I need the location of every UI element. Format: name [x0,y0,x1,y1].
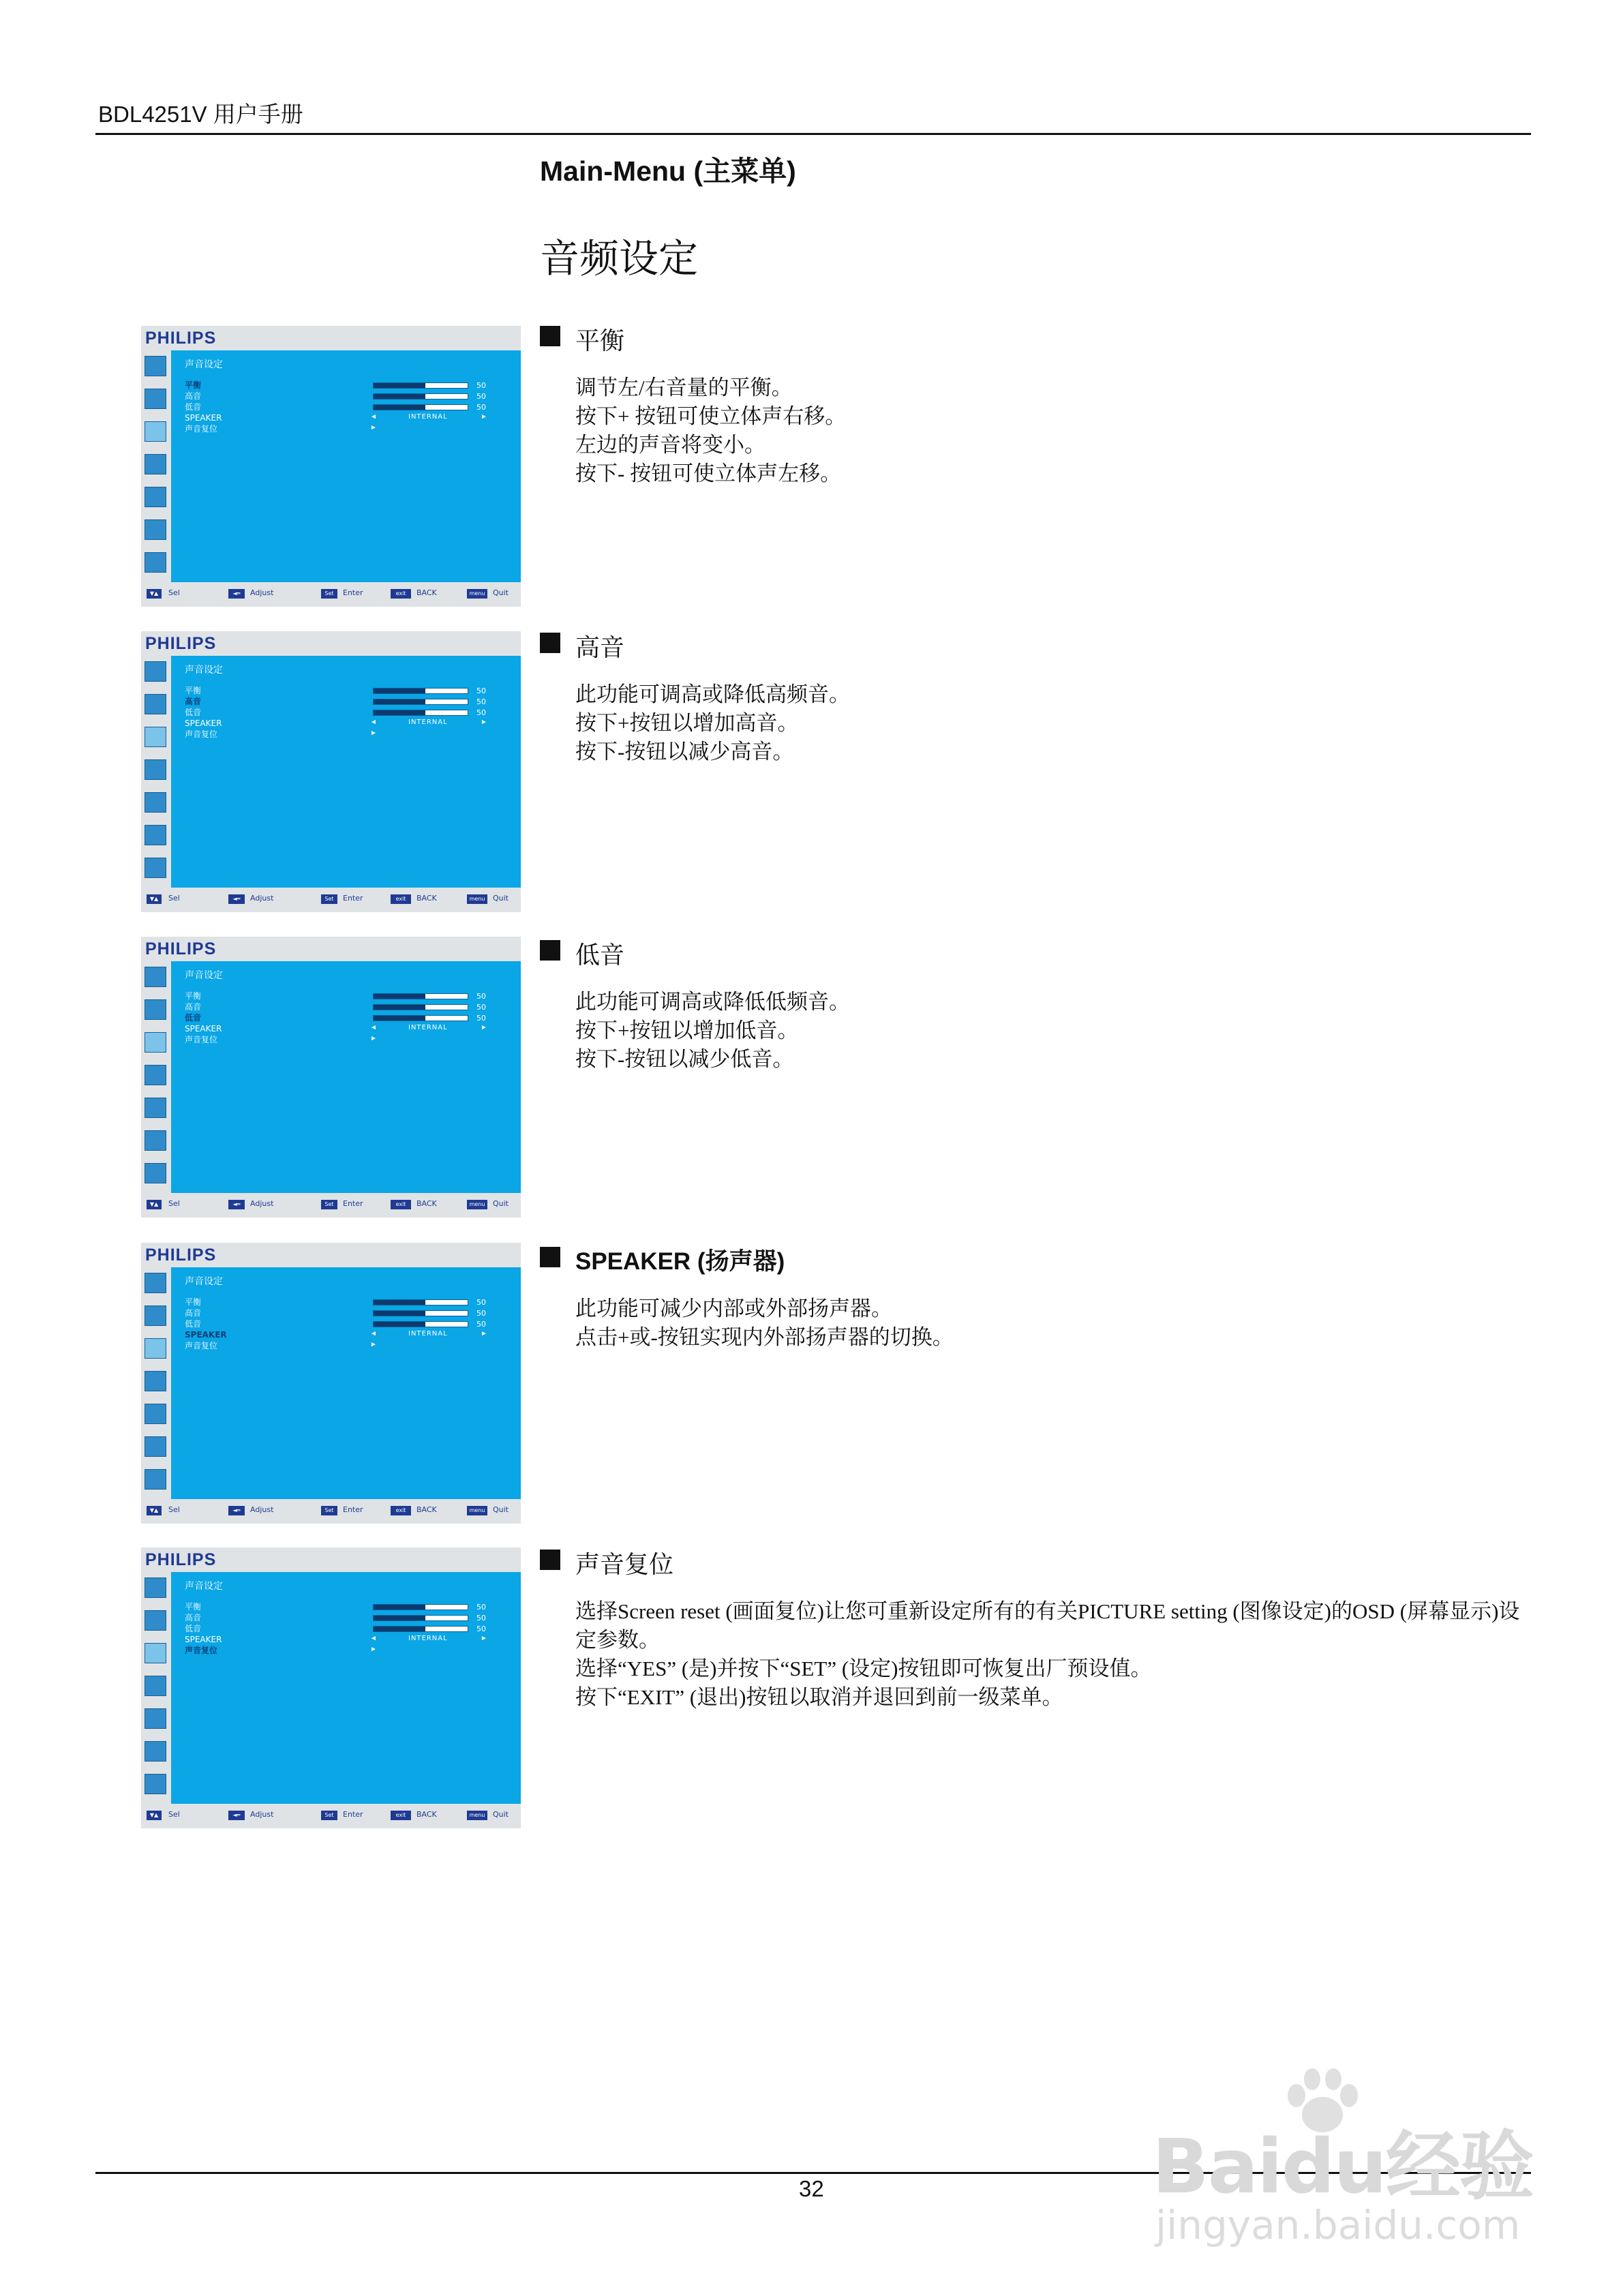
osd-footer [141,1193,521,1218]
osd-footer-enter: Enter [343,894,363,903]
osd-footer-sel: Sel [168,1810,180,1819]
osd-speaker-value: INTERNAL [408,719,448,726]
osd-level-fill [374,699,425,704]
osd-side-icons [141,350,171,582]
osd-menu-icon[interactable] [145,1741,166,1762]
arrow-left-icon[interactable]: ◄ [370,1330,377,1338]
osd-footer-enter: Enter [343,1199,363,1208]
osd-footer-back: BACK [416,894,437,903]
osd-menu-icon[interactable] [145,858,166,878]
osd-menu-item[interactable]: 声音复位 [185,1035,218,1044]
description-line: 按下-按钮以减少高音。 [575,740,794,764]
description-line: 此功能可调高或降低低频音。 [575,990,850,1014]
osd-menu-item[interactable]: SPEAKER [185,413,222,423]
osd-speaker-value: INTERNAL [408,413,448,421]
osd-level-fill [374,383,425,388]
arrow-right-icon[interactable]: ► [370,1035,377,1042]
osd-level-fill [374,994,425,999]
osd-level-fill [374,1322,425,1327]
osd-menu-icon[interactable] [145,1643,166,1663]
osd-footer-sel: Sel [168,894,180,903]
section-heading: 高音 [575,634,625,661]
osd-footer-back: BACK [416,1505,437,1514]
osd-menu-icon[interactable] [145,1163,166,1183]
osd-menu-item[interactable]: 平衡 [185,1602,202,1612]
section-title: 音频设定 [540,237,699,281]
arrow-left-icon[interactable]: ◄ [370,1024,377,1031]
osd-menu-icon[interactable] [145,825,166,845]
arrow-left-icon[interactable]: ◄ [370,719,377,726]
osd-panel [141,1547,521,1828]
osd-panel-title: 声音设定 [185,359,223,370]
osd-top-bar [141,1243,521,1267]
description-line: 按下+按钮以增加低音。 [575,1018,799,1042]
osd-footer [141,1499,521,1524]
osd-footer-adjust: Adjust [250,588,274,597]
osd-menu-item[interactable]: 高音 [185,697,202,706]
page-number: 32 [799,2176,824,2201]
osd-top-bar [141,326,521,350]
enter-key-icon: Set [321,589,337,599]
osd-menu-icon[interactable] [145,552,166,573]
osd-level-bar[interactable] [373,1626,468,1632]
bullet-square-icon [540,1247,560,1267]
osd-level-value: 50 [476,403,486,412]
osd-level-value: 50 [476,686,486,695]
osd-level-fill [374,1627,425,1631]
osd-panel [141,937,521,1218]
header-title: BDL4251V 用户手册 [98,102,303,127]
osd-footer-enter: Enter [343,588,363,597]
osd-footer-adjust: Adjust [250,1199,274,1208]
osd-level-bar[interactable] [373,688,468,694]
osd-menu-item[interactable]: 低音 [185,1624,202,1633]
osd-menu-icon[interactable] [145,1305,166,1326]
sel-key-icon: ▼▲ [147,894,162,904]
arrow-left-icon[interactable]: ◄ [370,413,377,421]
quit-key-icon: menu [467,1506,487,1515]
osd-panel [141,326,521,607]
osd-menu-item[interactable]: 声音复位 [185,424,218,434]
osd-menu-icon[interactable] [145,759,166,780]
osd-top-bar [141,1547,521,1572]
osd-level-bar[interactable] [373,699,468,705]
osd-menu-item[interactable]: 高音 [185,1002,202,1012]
osd-level-fill [374,1605,425,1610]
philips-logo: PHILIPS [145,329,217,348]
arrow-right-icon[interactable]: ► [370,729,377,737]
osd-menu-item[interactable]: 高音 [185,1613,202,1622]
osd-footer-enter: Enter [343,1810,363,1819]
osd-menu-icon[interactable] [145,1676,166,1696]
section-heading: 低音 [575,941,625,969]
philips-logo: PHILIPS [145,939,217,958]
back-key-icon: exit [391,1200,411,1209]
osd-level-value: 50 [476,1603,486,1612]
osd-top-bar [141,937,521,961]
osd-level-value: 50 [476,1320,486,1329]
osd-level-bar[interactable] [373,710,468,716]
section-heading: 平衡 [575,327,625,354]
arrow-left-icon[interactable]: ◄ [370,1635,377,1642]
osd-menu-item[interactable]: 平衡 [185,686,202,695]
arrow-right-icon[interactable]: ► [481,413,487,421]
description-line: 按下“EXIT” (退出)按钮以取消并退回到前一级菜单。 [575,1685,1063,1709]
osd-menu-icon[interactable] [145,1273,166,1293]
osd-menu-icon[interactable] [145,727,166,747]
osd-level-bar[interactable] [373,1015,468,1021]
osd-menu-item[interactable]: 低音 [185,1319,202,1329]
osd-menu-item[interactable]: 高音 [185,1308,202,1318]
osd-footer-quit: Quit [493,1810,509,1819]
bullet-square-icon [540,940,560,961]
arrow-right-icon[interactable]: ► [481,719,487,726]
osd-menu-icon[interactable] [145,487,166,507]
osd-menu-icon[interactable] [145,1371,166,1391]
osd-panel-title: 声音设定 [185,1581,223,1592]
osd-panel-title: 声音设定 [185,1276,223,1287]
osd-level-fill [374,710,425,715]
osd-level-value: 50 [476,1309,486,1318]
section-description [575,988,850,1074]
description-line: 选择Screen reset (画面复位)让您可重新设定所有的有关PICTURE setting (图像设定)的OSD (屏幕显示)设定参数。 [575,1599,1520,1652]
osd-menu-icon[interactable] [145,1032,166,1053]
arrow-right-icon[interactable]: ► [370,1646,377,1653]
back-key-icon: exit [391,894,411,904]
osd-level-fill [374,1311,425,1316]
philips-logo: PHILIPS [145,634,217,653]
watermark-brand: Baidu经验 [1152,2123,1533,2210]
osd-level-fill [374,689,425,693]
osd-panel [141,1243,521,1524]
description-line: 此功能可减少内部或外部扬声器。 [575,1297,892,1320]
osd-footer-sel: Sel [168,588,180,597]
osd-menu-icon[interactable] [145,1610,166,1631]
arrow-right-icon[interactable]: ► [370,1341,377,1348]
sel-key-icon: ▼▲ [147,589,162,599]
osd-footer-quit: Quit [493,1199,509,1208]
baidu-watermark [1152,2066,1534,2256]
sel-key-icon: ▼▲ [147,1200,162,1209]
osd-level-value: 50 [476,1614,486,1622]
osd-level-bar[interactable] [373,393,468,399]
osd-level-bar[interactable] [373,1299,468,1305]
arrow-right-icon[interactable]: ► [481,1330,487,1338]
enter-key-icon: Set [321,1811,337,1820]
osd-side-icons [141,656,171,888]
description-line: 左边的声音将变小。 [575,433,765,457]
osd-footer-quit: Quit [493,588,509,597]
osd-level-bar[interactable] [373,1615,468,1621]
osd-menu-icon[interactable] [145,1098,166,1118]
osd-speaker-value: INTERNAL [408,1635,448,1642]
osd-level-value: 50 [476,1014,486,1023]
quit-key-icon: menu [467,1811,487,1820]
osd-footer [141,1804,521,1828]
osd-level-bar[interactable] [373,404,468,410]
osd-level-bar[interactable] [373,993,468,999]
osd-level-fill [374,394,425,399]
osd-menu-item[interactable]: SPEAKER [185,1635,222,1644]
osd-speaker-value: INTERNAL [408,1330,448,1338]
osd-side-icons [141,1267,171,1499]
osd-level-value: 50 [476,1298,486,1307]
section-heading: SPEAKER (扬声器) [575,1248,785,1275]
quit-key-icon: menu [467,894,487,904]
enter-key-icon: Set [321,1200,337,1209]
osd-menu-item[interactable]: 低音 [185,1013,202,1023]
description-line: 调节左/右音量的平衡。 [575,376,793,399]
osd-level-bar[interactable] [373,382,468,389]
osd-level-value: 50 [476,381,486,390]
adjust-key-icon: ◄═ [228,1506,245,1515]
osd-menu-icon[interactable] [145,1130,166,1151]
osd-menu-item[interactable]: 平衡 [185,991,202,1001]
osd-side-icons [141,961,171,1193]
osd-menu-item[interactable]: 高音 [185,391,202,401]
description-line: 按下- 按钮可使立体声左移。 [575,462,842,485]
quit-key-icon: menu [467,589,487,599]
header-rule [95,133,1531,135]
osd-menu-icon[interactable] [145,1774,166,1794]
osd-menu-icon[interactable] [145,421,166,442]
osd-level-bar[interactable] [373,1004,468,1010]
osd-level-fill [374,1016,425,1021]
osd-level-fill [374,1616,425,1620]
description-line: 选择“YES” (是)并按下“SET” (设定)按钮即可恢复出厂预设值。 [575,1657,1152,1680]
osd-footer-sel: Sel [168,1199,180,1208]
osd-panel-title: 声音设定 [185,665,223,676]
osd-footer-back: BACK [416,1810,437,1819]
osd-menu-icon[interactable] [145,792,166,813]
section-description [575,680,850,766]
osd-level-value: 50 [476,1625,486,1633]
section-description [575,374,846,488]
osd-level-value: 50 [476,697,486,706]
watermark-url: jingyan.baidu.com [1155,2202,1521,2248]
description-line: 点击+或-按钮实现内外部扬声器的切换。 [575,1325,954,1349]
philips-logo: PHILIPS [145,1245,217,1265]
osd-level-value: 50 [476,708,486,717]
osd-level-bar[interactable] [373,1604,468,1610]
osd-level-value: 50 [476,1003,486,1012]
osd-footer-quit: Quit [493,894,509,903]
sel-key-icon: ▼▲ [147,1506,162,1515]
osd-side-icons [141,1572,171,1804]
osd-menu-icon[interactable] [145,389,166,409]
osd-menu-icon[interactable] [145,454,166,474]
adjust-key-icon: ◄═ [228,1200,245,1209]
osd-footer [141,582,521,607]
philips-logo: PHILIPS [145,1550,217,1569]
osd-level-value: 50 [476,992,486,1001]
osd-level-fill [374,405,425,410]
osd-menu-icon[interactable] [145,356,166,376]
enter-key-icon: Set [321,894,337,904]
osd-menu-icon[interactable] [145,999,166,1020]
osd-menu-item[interactable]: 声音复位 [185,1646,218,1655]
osd-level-value: 50 [476,392,486,401]
osd-footer-back: BACK [416,588,437,597]
bullet-square-icon [540,326,560,346]
back-key-icon: exit [391,589,411,599]
osd-footer-adjust: Adjust [250,1505,274,1514]
osd-menu-icon[interactable] [145,1338,166,1359]
osd-panel-title: 声音设定 [185,970,223,981]
osd-panel [141,631,521,912]
quit-key-icon: menu [467,1200,487,1209]
osd-menu-icon[interactable] [145,1577,166,1598]
osd-footer-quit: Quit [493,1505,509,1514]
description-line: 按下+ 按钮可使立体声右移。 [575,404,847,428]
osd-level-fill [374,1005,425,1010]
description-line: 按下+按钮以增加高音。 [575,711,799,735]
adjust-key-icon: ◄═ [228,894,245,904]
sel-key-icon: ▼▲ [147,1811,162,1820]
osd-footer-adjust: Adjust [250,894,274,903]
description-line: 按下-按钮以减少低音。 [575,1047,794,1071]
back-key-icon: exit [391,1811,411,1820]
osd-footer-enter: Enter [343,1505,363,1514]
osd-menu-item[interactable]: SPEAKER [185,1330,227,1340]
bullet-square-icon [540,633,560,653]
menu-title: Main-Menu (主菜单) [540,155,796,187]
arrow-right-icon[interactable]: ► [481,1635,487,1642]
osd-menu-item[interactable]: 低音 [185,402,202,412]
osd-top-bar [141,631,521,656]
osd-menu-icon[interactable] [145,694,166,714]
osd-level-bar[interactable] [373,1321,468,1327]
osd-footer-sel: Sel [168,1505,180,1514]
osd-menu-item[interactable]: 声音复位 [185,729,218,739]
osd-menu-item[interactable]: 平衡 [185,1297,202,1307]
back-key-icon: exit [391,1506,411,1515]
enter-key-icon: Set [321,1506,337,1515]
section-description [575,1295,954,1352]
osd-menu-item[interactable]: SPEAKER [185,719,222,728]
osd-menu-item[interactable]: 低音 [185,708,202,717]
osd-speaker-value: INTERNAL [408,1024,448,1031]
osd-level-fill [374,1300,425,1305]
osd-menu-icon[interactable] [145,661,166,682]
osd-menu-icon[interactable] [145,1469,166,1490]
osd-menu-item[interactable]: 平衡 [185,380,202,390]
osd-menu-item[interactable]: SPEAKER [185,1024,222,1033]
section-heading: 声音复位 [575,1551,674,1578]
osd-menu-icon[interactable] [145,519,166,540]
osd-footer [141,888,521,912]
adjust-key-icon: ◄═ [228,589,245,599]
arrow-right-icon[interactable]: ► [481,1024,487,1031]
osd-menu-icon[interactable] [145,1436,166,1457]
osd-footer-back: BACK [416,1199,437,1208]
osd-menu-item[interactable]: 声音复位 [185,1341,218,1350]
adjust-key-icon: ◄═ [228,1811,245,1820]
osd-level-bar[interactable] [373,1310,468,1316]
section-description [575,1597,1536,1712]
osd-menu-icon[interactable] [145,1404,166,1424]
osd-menu-icon[interactable] [145,1065,166,1085]
description-line: 此功能可调高或降低高频音。 [575,682,850,706]
osd-menu-icon[interactable] [145,967,166,987]
osd-footer-adjust: Adjust [250,1810,274,1819]
arrow-right-icon[interactable]: ► [370,424,377,432]
osd-menu-icon[interactable] [145,1708,166,1729]
bullet-square-icon [540,1550,560,1570]
